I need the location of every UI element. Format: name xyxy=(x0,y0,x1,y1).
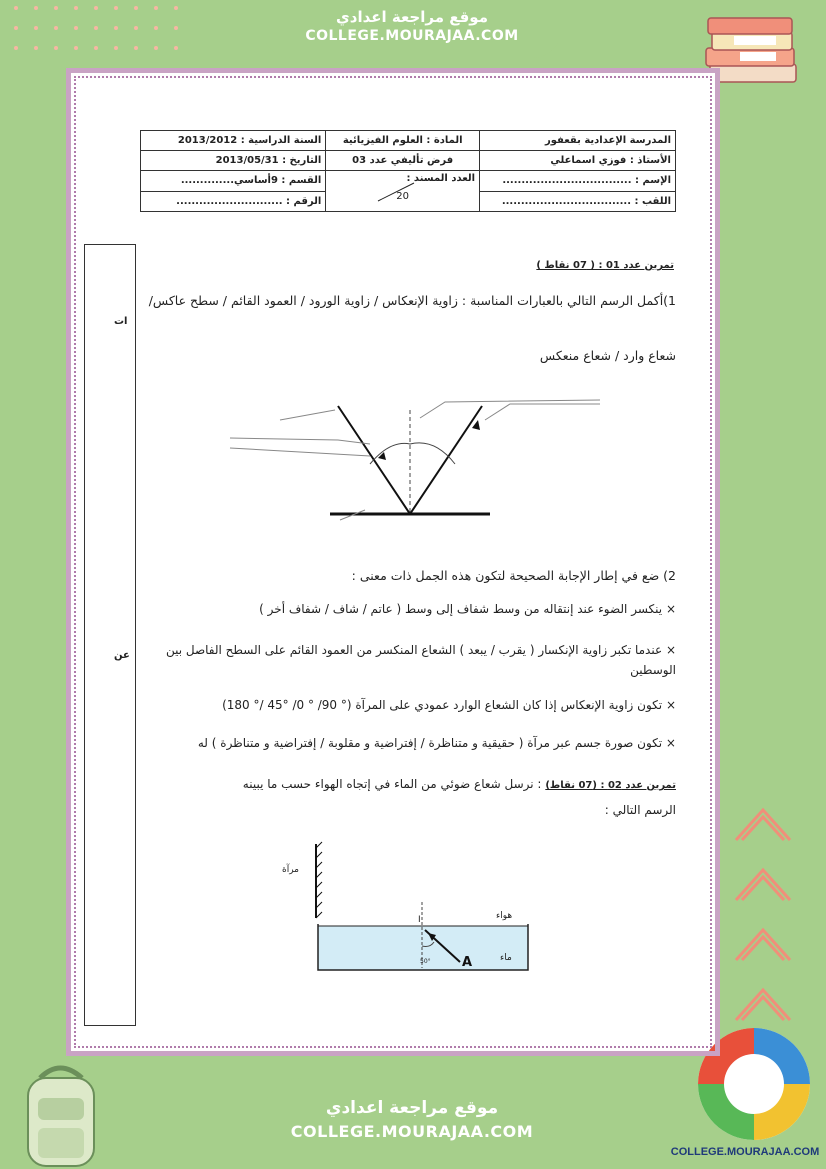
exercise1-title: تمرين عدد 01 : ( 07 نقاط ) xyxy=(536,260,674,271)
dot xyxy=(134,26,138,30)
dot xyxy=(94,6,98,10)
dot xyxy=(134,46,138,50)
site-url[interactable]: COLLEGE.MOURAJAA.COM xyxy=(305,28,519,44)
margin-label: ات xyxy=(114,316,128,327)
exercise1-item: × ينكسر الضوء عند إنتقاله من وسط شفاف إلى وسط ( عاتم / شاف / شفاف أخر ) xyxy=(259,602,676,616)
backpack-icon xyxy=(10,1058,110,1168)
point-a-label: A xyxy=(462,955,473,970)
dot xyxy=(34,46,38,50)
site-banner-bottom xyxy=(262,1078,562,1169)
dot xyxy=(34,26,38,30)
exercise1-q2: 2) ضع في إطار الإجابة الصحيحة لتكون هذه الجمل ذات معنى : xyxy=(351,568,676,583)
header-test: فرض تأليفي عدد 03 xyxy=(326,151,480,171)
point-i-label: I xyxy=(418,915,421,925)
dot xyxy=(134,6,138,10)
exercise1-item: × عندما تكبر زاوية الإنكسار ( يقرب / يبعد ) الشعاع المنكسر من العمود القائم على السطح الفاصل بين الوسطين xyxy=(165,643,676,677)
logo-url[interactable]: COLLEGE.MOURAJAA.COM xyxy=(670,1146,820,1158)
exercise1-item: × تكون زاوية الإنعكاس إذا كان الشعاع الوارد عمودي على المرآة (° 90/ ° 0/ °45 /° 180) xyxy=(222,698,676,712)
site-url[interactable]: COLLEGE.MOURAJAA.COM xyxy=(290,1122,534,1141)
dot xyxy=(74,6,78,10)
exercise1-q1: 1)أكمل الرسم التالي بالعبارات المناسبة : زاوية الإنعكاس / زاوية الورود / العمود القائم / سطح عاكس/ xyxy=(148,293,676,308)
dot xyxy=(154,46,158,50)
grade-label: العدد المسند : xyxy=(406,173,476,184)
dot xyxy=(174,26,178,30)
air-label: هواء xyxy=(496,911,513,921)
reflection-diagram xyxy=(220,380,600,525)
header-subject: المادة : العلوم الفيزيائية xyxy=(326,131,480,151)
decorative-dots xyxy=(0,0,200,60)
dot xyxy=(154,6,158,10)
header-teacher: الأستاذ : فوزي اسماعلي xyxy=(480,151,676,171)
chevron-up-icons xyxy=(728,790,798,1050)
header-school: المدرسة الإعدادية بقعفور xyxy=(480,131,676,151)
grade-total: 20 xyxy=(396,191,410,202)
header-number: الرقم : ............................ xyxy=(141,191,326,212)
mirror-label: مرآة xyxy=(282,865,300,875)
exercise1-q1b: شعاع وارد / شعاع منعكس xyxy=(539,348,676,363)
header-surname: اللقب : .................................. xyxy=(480,191,676,212)
dot xyxy=(114,26,118,30)
dot xyxy=(54,26,58,30)
header-name: الإسم : .................................. xyxy=(480,171,676,192)
grade-cell xyxy=(326,171,480,212)
site-name: موقع مراجعة اعدادي xyxy=(325,1098,499,1118)
refraction-diagram xyxy=(270,838,540,978)
margin-label: عن xyxy=(114,650,130,661)
dot xyxy=(94,46,98,50)
exercise2-title: تمرين عدد 02 : (07 نقاط) xyxy=(545,780,676,791)
dot xyxy=(174,46,178,50)
site-name: موقع مراجعة اعدادي xyxy=(336,8,488,26)
dot xyxy=(74,46,78,50)
dot xyxy=(54,46,58,50)
header-date: التاريخ : 2013/05/31 xyxy=(141,151,326,171)
dot xyxy=(14,6,18,10)
header-table xyxy=(140,130,676,212)
exercise2-block xyxy=(151,772,676,822)
exercise2-text: : نرسل شعاع ضوئي من الماء في إتجاه الهواء حسب ما يبينه xyxy=(242,777,542,791)
dot xyxy=(74,26,78,30)
logo-icon xyxy=(694,1024,814,1144)
dot xyxy=(14,26,18,30)
dot xyxy=(114,46,118,50)
dot xyxy=(94,26,98,30)
dot xyxy=(34,6,38,10)
site-banner-top xyxy=(262,0,562,58)
grading-margin xyxy=(84,244,136,1026)
water-label: ماء xyxy=(500,953,512,963)
header-class: القسم : 9أساسي.............. xyxy=(141,171,326,192)
dot xyxy=(174,6,178,10)
dot xyxy=(154,26,158,30)
dot xyxy=(14,46,18,50)
dot xyxy=(54,6,58,10)
header-year: السنة الدراسية : 2013/2012 xyxy=(141,131,326,151)
exercise2-text2: الرسم التالي : xyxy=(604,803,676,817)
dot xyxy=(114,6,118,10)
exercise1-item: × تكون صورة جسم عبر مرآة ( حقيقية و متناظرة / إفتراضية و مقلوبة / إفتراضية و متناظرة ) له xyxy=(197,736,676,750)
angle-label: 50° xyxy=(420,958,431,965)
